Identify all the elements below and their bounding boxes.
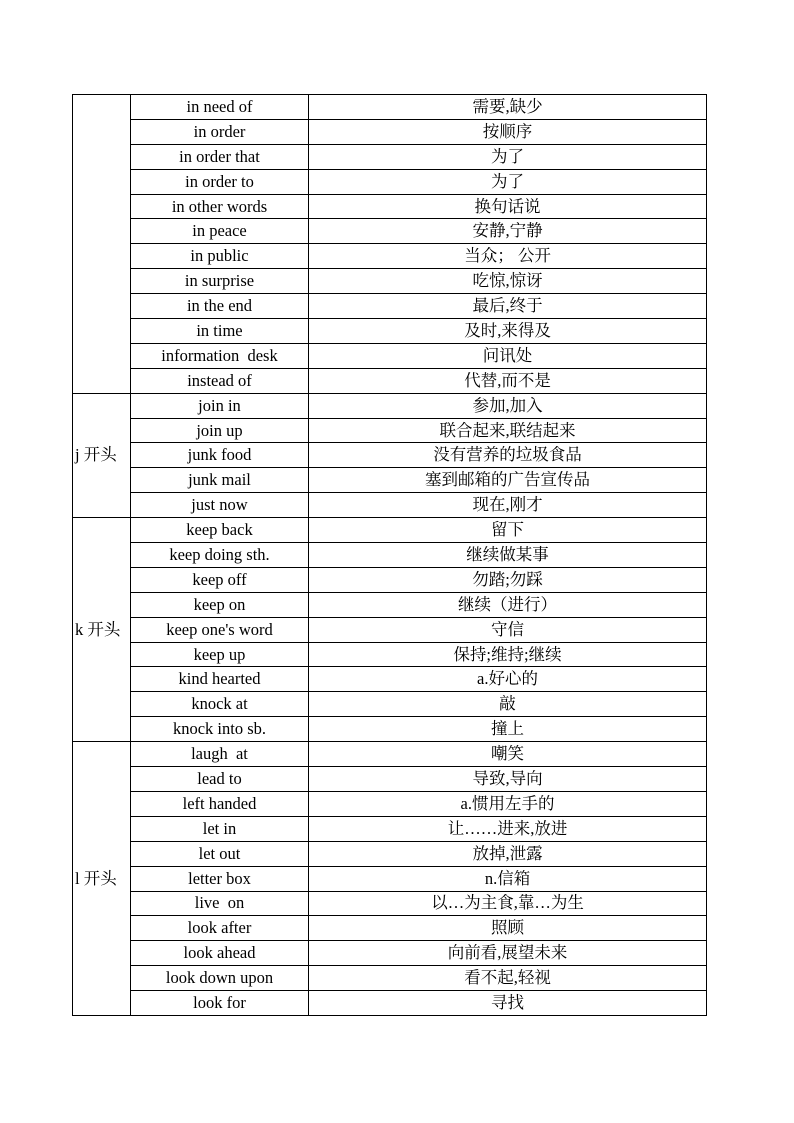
phrase-cell: join in [131,393,309,418]
phrase-cell: look for [131,991,309,1016]
meaning-cell: 按顺序 [309,119,707,144]
meaning-cell: 保持;维持;继续 [309,642,707,667]
table-row [73,592,707,617]
table-row [73,667,707,692]
meaning-cell: 为了 [309,144,707,169]
group-label: k 开头 [73,518,131,742]
phrase-cell: keep one's word [131,617,309,642]
table-row [73,543,707,568]
phrase-cell: laugh at [131,742,309,767]
table-row [73,791,707,816]
table-row [73,567,707,592]
phrase-cell: kind hearted [131,667,309,692]
meaning-cell: 继续（进行） [309,592,707,617]
phrase-cell: in other words [131,194,309,219]
group-label: l 开头 [73,742,131,1016]
meaning-cell: 换句话说 [309,194,707,219]
meaning-cell: 联合起来,联结起来 [309,418,707,443]
table-row [73,269,707,294]
table-row [73,493,707,518]
table-row [73,617,707,642]
meaning-cell: 问讯处 [309,343,707,368]
vocabulary-table-body [73,95,707,1016]
phrase-cell: letter box [131,866,309,891]
meaning-cell: 照顾 [309,916,707,941]
phrase-cell: keep doing sth. [131,543,309,568]
phrase-cell: in order that [131,144,309,169]
table-row [73,767,707,792]
phrase-cell: in the end [131,294,309,319]
group-label: j 开头 [73,393,131,517]
phrase-cell: in surprise [131,269,309,294]
phrase-cell: left handed [131,791,309,816]
meaning-cell: 让……进来,放进 [309,816,707,841]
table-row [73,368,707,393]
meaning-cell: 最后,终于 [309,294,707,319]
phrase-cell: let in [131,816,309,841]
table-row [73,95,707,120]
table-row [73,244,707,269]
meaning-cell: a.好心的 [309,667,707,692]
table-row [73,742,707,767]
phrase-cell: in public [131,244,309,269]
phrase-cell: in peace [131,219,309,244]
meaning-cell: 现在,刚才 [309,493,707,518]
table-row [73,891,707,916]
meaning-cell: 及时,来得及 [309,319,707,344]
group-label [73,95,131,394]
table-row [73,468,707,493]
meaning-cell: 需要,缺少 [309,95,707,120]
phrase-cell: junk mail [131,468,309,493]
phrase-cell: in time [131,319,309,344]
phrase-cell: instead of [131,368,309,393]
table-row [73,418,707,443]
phrase-cell: junk food [131,443,309,468]
meaning-cell: 敲 [309,692,707,717]
table-row [73,219,707,244]
phrase-cell: knock at [131,692,309,717]
table-row [73,343,707,368]
meaning-cell: 参加,加入 [309,393,707,418]
meaning-cell: 守信 [309,617,707,642]
meaning-cell: 寻找 [309,991,707,1016]
meaning-cell: 向前看,展望未来 [309,941,707,966]
meaning-cell: 以…为主食,靠…为生 [309,891,707,916]
table-row [73,144,707,169]
phrase-cell: keep on [131,592,309,617]
phrase-cell: keep off [131,567,309,592]
table-row [73,991,707,1016]
table-row [73,717,707,742]
table-row [73,393,707,418]
meaning-cell: 勿踏;勿踩 [309,567,707,592]
table-row [73,941,707,966]
phrase-cell: live on [131,891,309,916]
meaning-cell: n.信箱 [309,866,707,891]
table-row [73,816,707,841]
table-row [73,294,707,319]
table-row [73,169,707,194]
phrase-cell: look ahead [131,941,309,966]
meaning-cell: 代替,而不是 [309,368,707,393]
table-row [73,841,707,866]
phrase-cell: keep back [131,518,309,543]
meaning-cell: 嘲笑 [309,742,707,767]
phrase-cell: lead to [131,767,309,792]
table-row [73,319,707,344]
phrase-cell: knock into sb. [131,717,309,742]
meaning-cell: 继续做某事 [309,543,707,568]
phrase-cell: keep up [131,642,309,667]
meaning-cell: 导致,导向 [309,767,707,792]
table-row [73,443,707,468]
table-row [73,692,707,717]
table-row [73,966,707,991]
meaning-cell: a.惯用左手的 [309,791,707,816]
meaning-cell: 安静,宁静 [309,219,707,244]
table-row [73,194,707,219]
meaning-cell: 撞上 [309,717,707,742]
phrase-cell: in order [131,119,309,144]
table-row [73,916,707,941]
table-row [73,866,707,891]
vocabulary-table [72,94,707,1016]
phrase-cell: look after [131,916,309,941]
phrase-cell: join up [131,418,309,443]
meaning-cell: 吃惊,惊讶 [309,269,707,294]
table-row [73,642,707,667]
meaning-cell: 留下 [309,518,707,543]
meaning-cell: 看不起,轻视 [309,966,707,991]
meaning-cell: 放掉,泄露 [309,841,707,866]
meaning-cell: 没有营养的垃圾食品 [309,443,707,468]
table-row [73,518,707,543]
meaning-cell: 为了 [309,169,707,194]
meaning-cell: 当众； 公开 [309,244,707,269]
phrase-cell: look down upon [131,966,309,991]
table-row [73,119,707,144]
phrase-cell: let out [131,841,309,866]
meaning-cell: 塞到邮箱的广告宣传品 [309,468,707,493]
phrase-cell: in order to [131,169,309,194]
phrase-cell: in need of [131,95,309,120]
phrase-cell: information desk [131,343,309,368]
phrase-cell: just now [131,493,309,518]
